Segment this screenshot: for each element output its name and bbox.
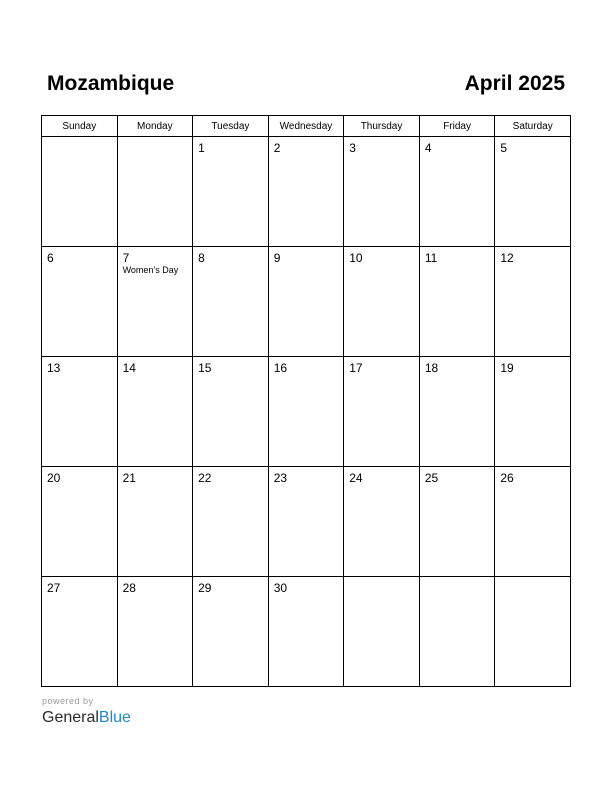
day-number: 11 bbox=[424, 251, 438, 265]
day-number: 5 bbox=[500, 141, 508, 155]
day-number: 16 bbox=[273, 361, 288, 375]
day-number: 20 bbox=[47, 471, 61, 485]
month-title: April 2025 bbox=[464, 72, 565, 95]
day-number: 21 bbox=[122, 471, 136, 485]
weekday-header-row bbox=[42, 116, 571, 137]
day-cell bbox=[193, 357, 269, 467]
day-number: 6 bbox=[47, 251, 54, 265]
day-cell bbox=[268, 467, 344, 577]
weekday-friday: Friday bbox=[419, 116, 495, 137]
day-cell bbox=[117, 247, 193, 357]
day-cell bbox=[268, 137, 344, 247]
day-number: 27 bbox=[47, 581, 61, 595]
powered-by-text: powered by bbox=[42, 696, 94, 706]
day-cell bbox=[419, 247, 495, 357]
day-number: 4 bbox=[424, 141, 432, 155]
week-row bbox=[42, 137, 571, 247]
day-number: 2 bbox=[273, 141, 281, 155]
day-number: 26 bbox=[500, 471, 514, 485]
day-cell bbox=[344, 137, 420, 247]
day-number: 24 bbox=[349, 471, 363, 485]
day-number: 12 bbox=[500, 251, 514, 265]
holiday-label: Women’s Day bbox=[122, 265, 179, 275]
week-row bbox=[42, 357, 571, 467]
country-title: Mozambique bbox=[47, 72, 175, 95]
day-number: 19 bbox=[500, 361, 514, 375]
day-number: 22 bbox=[198, 471, 212, 485]
day-cell bbox=[268, 357, 344, 467]
day-number bbox=[344, 577, 419, 581]
week-row bbox=[42, 577, 571, 687]
day-number: 29 bbox=[198, 581, 212, 595]
day-cell bbox=[193, 467, 269, 577]
day-number: 15 bbox=[198, 361, 212, 375]
brand-general-text: General bbox=[42, 709, 99, 726]
week-row bbox=[42, 247, 571, 357]
day-cell bbox=[419, 577, 495, 687]
day-number: 23 bbox=[273, 471, 288, 485]
day-cell bbox=[419, 137, 495, 247]
calendar-grid bbox=[41, 115, 571, 687]
day-cell bbox=[193, 137, 269, 247]
weekday-monday: Monday bbox=[117, 116, 193, 137]
day-number: 8 bbox=[198, 251, 205, 265]
day-number: 13 bbox=[47, 361, 61, 375]
day-cell bbox=[495, 357, 571, 467]
day-number: 30 bbox=[273, 581, 288, 595]
footer-branding bbox=[42, 696, 131, 728]
day-number: 28 bbox=[122, 581, 136, 595]
day-number: 1 bbox=[198, 141, 205, 155]
day-cell bbox=[344, 577, 420, 687]
weekday-wednesday: Wednesday bbox=[268, 116, 344, 137]
day-cell bbox=[344, 467, 420, 577]
day-number: 17 bbox=[349, 361, 363, 375]
day-cell bbox=[268, 247, 344, 357]
day-number: 18 bbox=[424, 361, 439, 375]
week-row bbox=[42, 467, 571, 577]
day-number: 9 bbox=[273, 251, 281, 265]
weekday-thursday: Thursday bbox=[344, 116, 420, 137]
day-number: 10 bbox=[349, 251, 363, 265]
day-number: 7 bbox=[122, 251, 130, 265]
day-cell bbox=[42, 247, 118, 357]
brand-blue-text: Blue bbox=[98, 709, 131, 726]
day-cell bbox=[268, 577, 344, 687]
weekday-tuesday: Tuesday bbox=[193, 116, 269, 137]
day-number bbox=[42, 137, 117, 141]
day-cell bbox=[495, 137, 571, 247]
day-cell bbox=[344, 357, 420, 467]
day-cell bbox=[495, 577, 571, 687]
day-cell bbox=[117, 357, 193, 467]
day-cell bbox=[419, 467, 495, 577]
day-number: 14 bbox=[122, 361, 136, 375]
day-cell bbox=[419, 357, 495, 467]
day-cell bbox=[117, 137, 193, 247]
day-cell bbox=[42, 467, 118, 577]
day-cell bbox=[495, 467, 571, 577]
day-number bbox=[495, 577, 570, 581]
day-cell bbox=[193, 247, 269, 357]
day-cell bbox=[117, 467, 193, 577]
day-cell bbox=[193, 577, 269, 687]
weekday-sunday: Sunday bbox=[42, 116, 118, 137]
generalblue-logo[interactable] bbox=[42, 708, 131, 728]
day-number bbox=[118, 137, 193, 141]
day-cell bbox=[42, 577, 118, 687]
day-number: 3 bbox=[349, 141, 356, 155]
day-cell bbox=[117, 577, 193, 687]
day-cell bbox=[495, 247, 571, 357]
day-number: 25 bbox=[424, 471, 439, 485]
day-number bbox=[420, 577, 495, 581]
day-cell bbox=[42, 137, 118, 247]
day-cell bbox=[42, 357, 118, 467]
day-cell bbox=[344, 247, 420, 357]
weekday-saturday: Saturday bbox=[495, 116, 571, 137]
